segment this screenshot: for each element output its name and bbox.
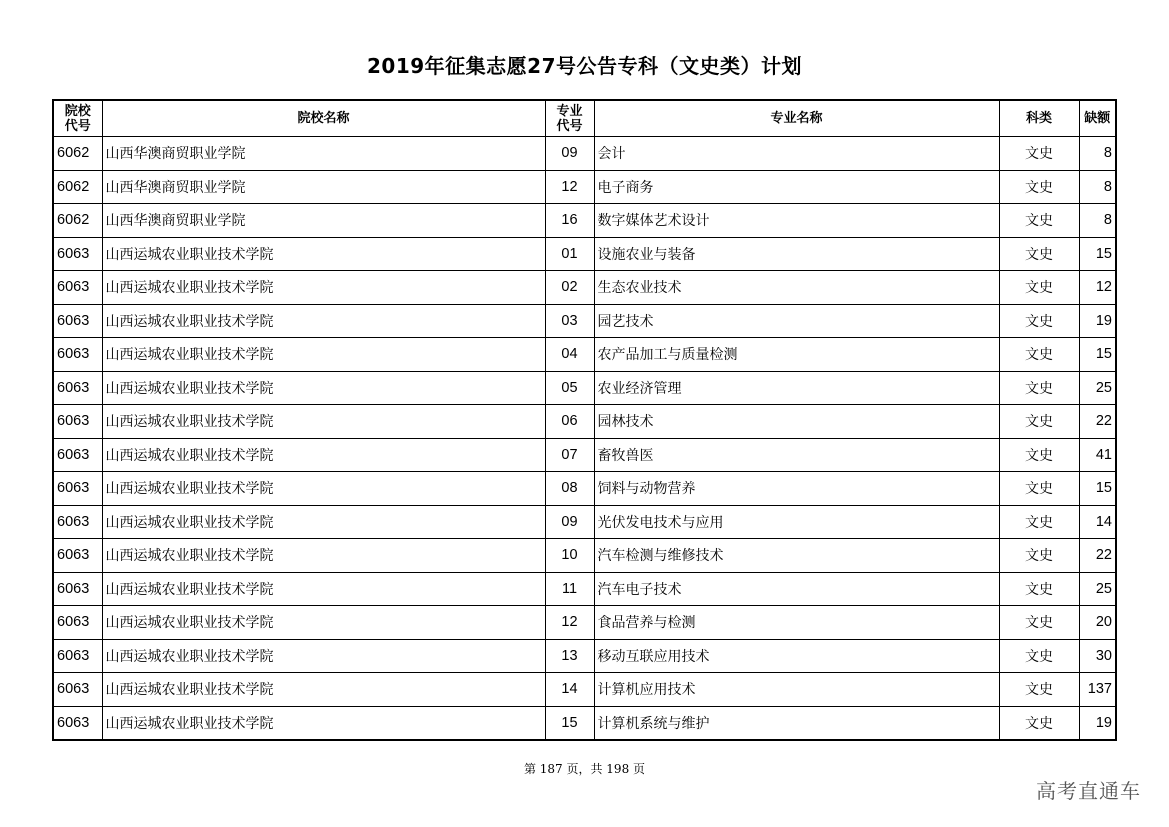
cell-school-name: 山西运城农业职业技术学院 xyxy=(102,673,545,707)
table-row xyxy=(53,271,1116,305)
cell-quota: 30 xyxy=(1079,639,1116,673)
cell-school-code: 6063 xyxy=(53,237,102,271)
cell-major-name: 园艺技术 xyxy=(594,304,999,338)
header-school-code xyxy=(53,100,102,137)
cell-quota: 22 xyxy=(1079,405,1116,439)
cell-school-name: 山西华澳商贸职业学院 xyxy=(102,204,545,238)
cell-major-name: 食品营养与检测 xyxy=(594,606,999,640)
cell-major-code: 08 xyxy=(545,472,594,506)
header-quota: 缺额 xyxy=(1079,100,1116,137)
table-row xyxy=(53,472,1116,506)
cell-major-code: 06 xyxy=(545,405,594,439)
cell-major-name: 汽车电子技术 xyxy=(594,572,999,606)
cell-school-code: 6063 xyxy=(53,271,102,305)
cell-school-name: 山西运城农业职业技术学院 xyxy=(102,505,545,539)
cell-school-name: 山西运城农业职业技术学院 xyxy=(102,371,545,405)
cell-quota: 8 xyxy=(1079,170,1116,204)
cell-category: 文史 xyxy=(999,505,1079,539)
header-major-name: 专业名称 xyxy=(594,100,999,137)
cell-category: 文史 xyxy=(999,438,1079,472)
cell-major-name: 生态农业技术 xyxy=(594,271,999,305)
cell-quota: 137 xyxy=(1079,673,1116,707)
cell-school-code: 6063 xyxy=(53,472,102,506)
cell-category: 文史 xyxy=(999,405,1079,439)
cell-school-code: 6063 xyxy=(53,505,102,539)
watermark: 高考直通车 xyxy=(1036,779,1141,803)
cell-major-code: 16 xyxy=(545,204,594,238)
cell-school-code: 6063 xyxy=(53,371,102,405)
cell-category: 文史 xyxy=(999,338,1079,372)
header-major-code-label: 专业 代号 xyxy=(556,103,583,134)
cell-school-name: 山西华澳商贸职业学院 xyxy=(102,137,545,171)
cell-major-name: 汽车检测与维修技术 xyxy=(594,539,999,573)
cell-quota: 15 xyxy=(1079,472,1116,506)
cell-quota: 15 xyxy=(1079,338,1116,372)
cell-major-code: 05 xyxy=(545,371,594,405)
cell-major-name: 农产品加工与质量检测 xyxy=(594,338,999,372)
cell-school-code: 6062 xyxy=(53,204,102,238)
cell-major-code: 13 xyxy=(545,639,594,673)
cell-category: 文史 xyxy=(999,472,1079,506)
cell-quota: 19 xyxy=(1079,706,1116,740)
admission-plan-table xyxy=(52,99,1117,741)
table-row xyxy=(53,505,1116,539)
cell-major-code: 09 xyxy=(545,137,594,171)
cell-quota: 15 xyxy=(1079,237,1116,271)
cell-school-code: 6063 xyxy=(53,539,102,573)
cell-quota: 25 xyxy=(1079,371,1116,405)
cell-major-name: 农业经济管理 xyxy=(594,371,999,405)
document-title: 2019年征集志愿27号公告专科（文史类）计划 xyxy=(367,54,802,78)
cell-school-code: 6063 xyxy=(53,438,102,472)
header-category: 科类 xyxy=(999,100,1079,137)
header-school-name: 院校名称 xyxy=(102,100,545,137)
cell-school-name: 山西运城农业职业技术学院 xyxy=(102,237,545,271)
cell-major-code: 03 xyxy=(545,304,594,338)
cell-category: 文史 xyxy=(999,204,1079,238)
header-major-code xyxy=(545,100,594,137)
cell-major-name: 数字媒体艺术设计 xyxy=(594,204,999,238)
cell-school-code: 6063 xyxy=(53,405,102,439)
cell-major-name: 计算机应用技术 xyxy=(594,673,999,707)
cell-school-code: 6062 xyxy=(53,137,102,171)
table-row xyxy=(53,237,1116,271)
cell-school-name: 山西华澳商贸职业学院 xyxy=(102,170,545,204)
cell-major-code: 04 xyxy=(545,338,594,372)
cell-category: 文史 xyxy=(999,170,1079,204)
cell-major-code: 12 xyxy=(545,606,594,640)
cell-school-code: 6063 xyxy=(53,338,102,372)
cell-quota: 19 xyxy=(1079,304,1116,338)
cell-school-name: 山西运城农业职业技术学院 xyxy=(102,405,545,439)
table-row xyxy=(53,304,1116,338)
cell-category: 文史 xyxy=(999,137,1079,171)
cell-school-code: 6063 xyxy=(53,304,102,338)
cell-school-name: 山西运城农业职业技术学院 xyxy=(102,539,545,573)
cell-category: 文史 xyxy=(999,706,1079,740)
cell-school-name: 山西运城农业职业技术学院 xyxy=(102,472,545,506)
cell-major-code: 07 xyxy=(545,438,594,472)
table-body xyxy=(53,137,1116,741)
cell-major-name: 设施农业与装备 xyxy=(594,237,999,271)
cell-category: 文史 xyxy=(999,237,1079,271)
cell-major-code: 15 xyxy=(545,706,594,740)
table-row xyxy=(53,405,1116,439)
cell-major-name: 会计 xyxy=(594,137,999,171)
cell-quota: 8 xyxy=(1079,137,1116,171)
cell-major-code: 02 xyxy=(545,271,594,305)
cell-quota: 20 xyxy=(1079,606,1116,640)
cell-major-code: 12 xyxy=(545,170,594,204)
cell-major-code: 11 xyxy=(545,572,594,606)
table-row xyxy=(53,572,1116,606)
cell-school-name: 山西运城农业职业技术学院 xyxy=(102,271,545,305)
cell-school-name: 山西运城农业职业技术学院 xyxy=(102,438,545,472)
cell-school-name: 山西运城农业职业技术学院 xyxy=(102,706,545,740)
cell-major-name: 光伏发电技术与应用 xyxy=(594,505,999,539)
cell-school-name: 山西运城农业职业技术学院 xyxy=(102,606,545,640)
cell-school-name: 山西运城农业职业技术学院 xyxy=(102,572,545,606)
cell-quota: 8 xyxy=(1079,204,1116,238)
table-row xyxy=(53,338,1116,372)
table-row xyxy=(53,137,1116,171)
table-row xyxy=(53,438,1116,472)
cell-category: 文史 xyxy=(999,673,1079,707)
cell-quota: 12 xyxy=(1079,271,1116,305)
cell-school-name: 山西运城农业职业技术学院 xyxy=(102,639,545,673)
cell-category: 文史 xyxy=(999,304,1079,338)
header-school-code-label: 院校 代号 xyxy=(64,103,91,134)
cell-quota: 22 xyxy=(1079,539,1116,573)
cell-category: 文史 xyxy=(999,639,1079,673)
cell-major-name: 移动互联应用技术 xyxy=(594,639,999,673)
table-row xyxy=(53,539,1116,573)
table-row xyxy=(53,706,1116,740)
page-number: 第 187 页，共 198 页 xyxy=(523,762,646,776)
cell-school-code: 6063 xyxy=(53,706,102,740)
cell-school-code: 6063 xyxy=(53,673,102,707)
table-row xyxy=(53,673,1116,707)
cell-major-name: 计算机系统与维护 xyxy=(594,706,999,740)
cell-category: 文史 xyxy=(999,572,1079,606)
cell-school-code: 6063 xyxy=(53,639,102,673)
cell-school-code: 6062 xyxy=(53,170,102,204)
cell-category: 文史 xyxy=(999,371,1079,405)
table-header-row xyxy=(53,100,1116,137)
cell-major-code: 10 xyxy=(545,539,594,573)
cell-quota: 41 xyxy=(1079,438,1116,472)
cell-school-name: 山西运城农业职业技术学院 xyxy=(102,338,545,372)
cell-major-code: 01 xyxy=(545,237,594,271)
cell-category: 文史 xyxy=(999,271,1079,305)
table-row xyxy=(53,204,1116,238)
cell-school-code: 6063 xyxy=(53,606,102,640)
table-row xyxy=(53,170,1116,204)
cell-category: 文史 xyxy=(999,606,1079,640)
cell-major-name: 饲料与动物营养 xyxy=(594,472,999,506)
table-row xyxy=(53,371,1116,405)
table-row xyxy=(53,606,1116,640)
cell-school-name: 山西运城农业职业技术学院 xyxy=(102,304,545,338)
cell-quota: 14 xyxy=(1079,505,1116,539)
cell-major-code: 09 xyxy=(545,505,594,539)
cell-major-name: 园林技术 xyxy=(594,405,999,439)
cell-major-code: 14 xyxy=(545,673,594,707)
cell-category: 文史 xyxy=(999,539,1079,573)
cell-major-name: 畜牧兽医 xyxy=(594,438,999,472)
cell-major-name: 电子商务 xyxy=(594,170,999,204)
cell-school-code: 6063 xyxy=(53,572,102,606)
cell-quota: 25 xyxy=(1079,572,1116,606)
table-row xyxy=(53,639,1116,673)
